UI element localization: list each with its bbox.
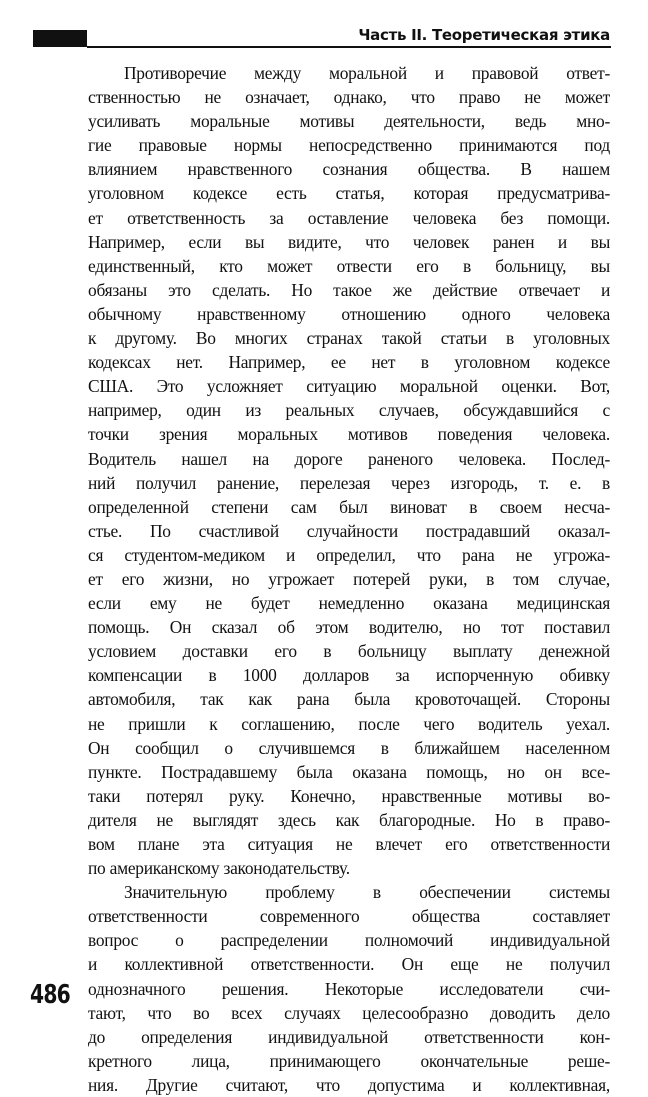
text-line: Он сообщил о случившемся в ближайшем населенном [88, 737, 610, 758]
text-line: пункте. Пострадавшему была оказана помощь, но он все- [88, 761, 610, 782]
text-line: гие правовые нормы непосредственно принимаются под [88, 135, 610, 156]
text-line: однозначного решения. Некоторые исследователи счи- [88, 978, 610, 999]
text-line: до определения индивидуальной ответственности кон- [88, 1026, 610, 1047]
text-line: компенсации в 1000 долларов за испорченную обивку [88, 665, 610, 686]
text-line: ответственности современного общества составляет [88, 906, 610, 927]
text-line: кретного лица, принимающего окончательные реше- [88, 1050, 610, 1071]
text-line: определенной степени сам был виноват в своем несча- [88, 496, 610, 517]
paragraph-1 [88, 61, 610, 880]
text-line: ет его жизни, но угрожает потерей руки, в том случае, [88, 568, 610, 589]
text-line: Водитель нашел на дороге раненого человека. Послед- [88, 448, 610, 469]
header-black-bar [33, 30, 87, 47]
text-line: ния. Другие считают, что допустима и коллективная, [88, 1074, 610, 1095]
text-line: вопрос о распределении полномочий индивидуальной [88, 930, 610, 951]
running-title: Часть II. Теоретическая этика [358, 26, 610, 44]
text-line: ся студентом-медиком и определил, что рана не угрожа- [88, 544, 610, 565]
text-line: Например, если вы видите, что человек ранен и вы [88, 231, 610, 252]
text-line: помощь. Он сказал об этом водителю, но тот поставил [88, 617, 610, 638]
text-line: ственностью не означает, однако, что право не может [88, 87, 610, 108]
body-text [88, 61, 610, 1097]
text-line: таки потерял руку. Конечно, нравственные мотивы во- [88, 785, 610, 806]
text-line: условием доставки его в больницу выплату денежной [88, 641, 610, 662]
text-line: дителя не выглядят здесь как благородные. Но в право- [88, 809, 610, 830]
text-line: точки зрения моральных мотивов поведения человека. [88, 424, 610, 445]
text-line: Противоречие между моральной и правовой ответ- [124, 63, 610, 83]
text-line: влиянием нравственного сознания общества. В нашем [88, 159, 610, 180]
text-line: уголовном кодексе есть статья, которая предусматрива- [88, 183, 610, 204]
text-line: вом плане эта ситуация не влечет его ответственности [88, 834, 610, 854]
text-line: кодексах нет. Например, ее нет в уголовном кодексе [88, 352, 610, 373]
paragraph-2 [88, 880, 610, 1097]
text-line: ний получил ранение, перелезая через изгородь, т. е. в [88, 472, 610, 493]
text-line: США. Это усложняет ситуацию моральной оценки. Вот, [88, 376, 610, 397]
page-number: 486 [30, 980, 70, 1010]
text-line: тают, что во всех случаях целесообразно доводить дело [88, 1002, 610, 1023]
text-line: например, один из реальных случаев, обсуждавшийся с [88, 400, 610, 421]
text-line: стье. По счастливой случайности пострадавший оказал- [88, 520, 610, 541]
text-line: обязаны это сделать. Но такое же действие отвечает и [88, 279, 610, 300]
text-line: единственный, кто может отвести его в больницу, вы [88, 255, 610, 276]
text-line: Значительную проблему в обеспечении системы [124, 882, 610, 903]
text-line: обычному нравственному отношению одного человека [88, 303, 610, 324]
text-line: и коллективной ответственности. Он еще не получил [88, 954, 610, 975]
text-line: если ему не будет немедленно оказана медицинская [88, 593, 610, 614]
text-line: ет ответственность за оставление человека без помощи. [88, 207, 610, 228]
text-line: не пришли к соглашению, после чего водитель уехал. [88, 713, 610, 734]
header-rule [87, 46, 611, 48]
text-line: автомобиля, так как рана была кровоточащей. Стороны [88, 689, 610, 710]
text-line: по американскому законодательству. [88, 858, 350, 879]
text-line: к другому. Во многих странах такой статьи в уголовных [88, 328, 610, 349]
text-line: усиливать моральные мотивы деятельности, ведь мно- [88, 111, 610, 132]
